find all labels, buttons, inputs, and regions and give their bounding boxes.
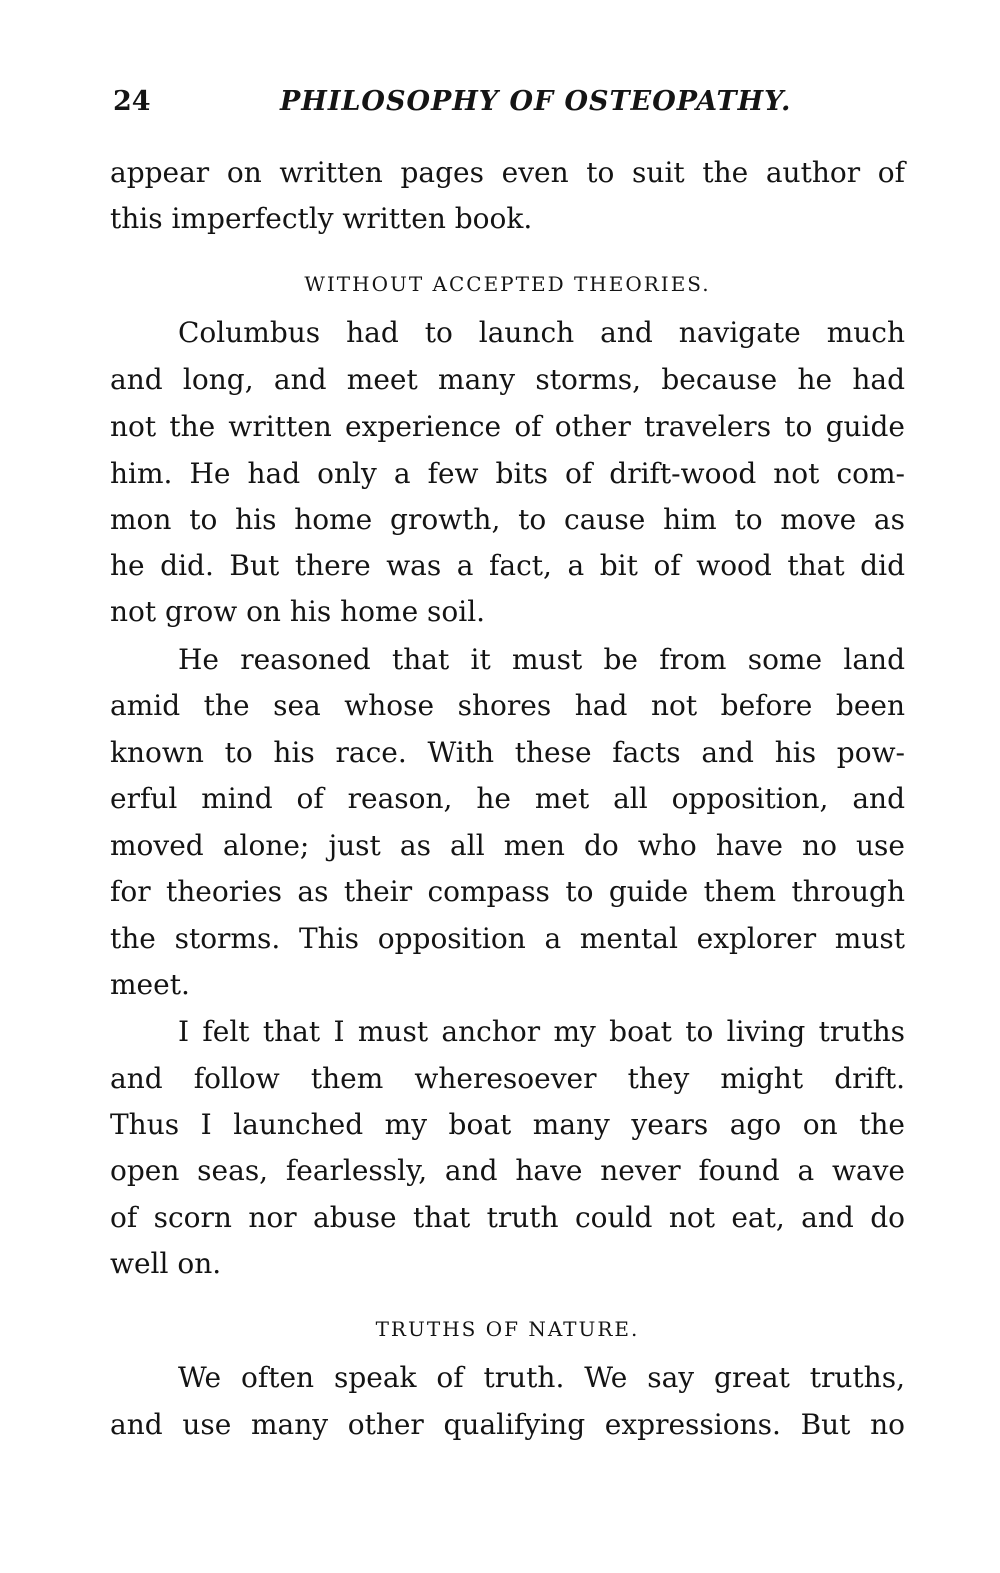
text-line: not grow on his home soil. bbox=[110, 595, 486, 628]
running-head bbox=[110, 82, 905, 122]
text-line: Thus I launched my boat many years ago on the bbox=[110, 1108, 905, 1141]
text-line: known to his race. With these facts and his pow- bbox=[110, 736, 905, 769]
book-page bbox=[110, 0, 905, 1573]
book-title: PHILOSOPHY OF OSTEOPATHY. bbox=[280, 86, 792, 117]
text-line: of scorn nor abuse that truth could not eat, and do bbox=[110, 1201, 905, 1234]
text-line: Columbus had to launch and navigate much bbox=[178, 316, 905, 349]
section-heading-without-accepted-theories: WITHOUT ACCEPTED THEORIES. bbox=[304, 272, 711, 296]
text-line: and long, and meet many storms, because he had bbox=[110, 363, 905, 396]
text-line: the storms. This opposition a mental explorer must bbox=[110, 922, 905, 955]
text-line: this imperfectly written book. bbox=[110, 202, 533, 235]
text-line: appear on written pages even to suit the author of bbox=[110, 156, 905, 189]
section-heading-truths-of-nature: TRUTHS OF NATURE. bbox=[375, 1317, 640, 1341]
text-line: moved alone; just as all men do who have no use bbox=[110, 829, 905, 862]
page-number: 24 bbox=[113, 86, 151, 117]
text-line: We often speak of truth. We say great truths, bbox=[178, 1361, 905, 1394]
text-line: him. He had only a few bits of drift-wood not com- bbox=[110, 457, 905, 490]
text-line: meet. bbox=[110, 968, 190, 1001]
text-line: I felt that I must anchor my boat to living truths bbox=[178, 1015, 905, 1048]
text-line: amid the sea whose shores had not before been bbox=[110, 689, 905, 722]
text-line: well on. bbox=[110, 1247, 222, 1280]
text-line: erful mind of reason, he met all opposition, and bbox=[110, 782, 905, 815]
text-line: and follow them wheresoever they might drift. bbox=[110, 1062, 905, 1095]
text-line: and use many other qualifying expressions. But no bbox=[110, 1408, 905, 1441]
text-line: open seas, fearlessly, and have never found a wave bbox=[110, 1154, 905, 1187]
text-line: He reasoned that it must be from some land bbox=[178, 643, 905, 676]
text-line: mon to his home growth, to cause him to move as bbox=[110, 503, 905, 536]
text-line: he did. But there was a fact, a bit of wood that did bbox=[110, 549, 905, 582]
text-line: for theories as their compass to guide them through bbox=[110, 875, 905, 908]
text-line: not the written experience of other travelers to guide bbox=[110, 410, 905, 443]
